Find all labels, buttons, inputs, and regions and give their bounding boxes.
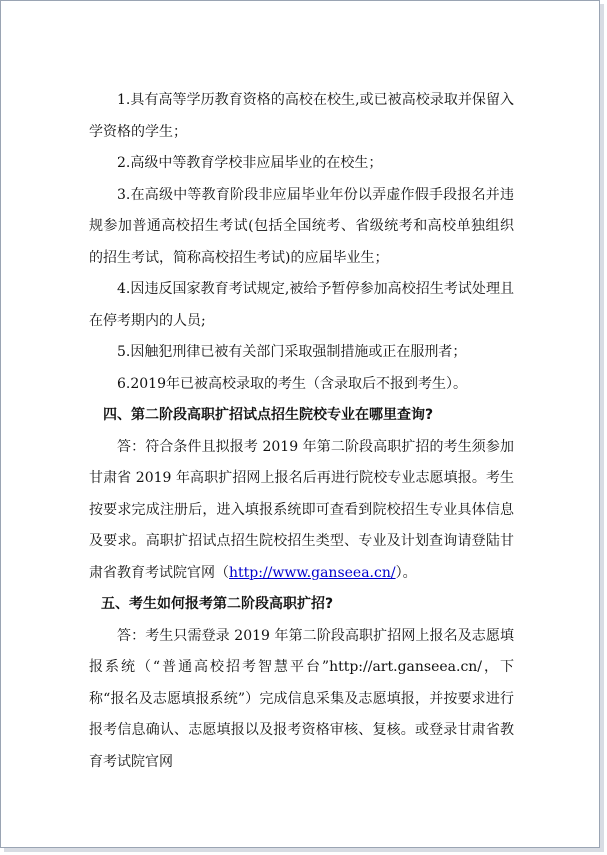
- list-item: 6.2019年已被高校录取的考生（含录取后不报到考生）。: [117, 375, 467, 392]
- list-item: 4.因违反国家教育考试规定,被给予暂停参加高校招生考试处理且在停考期内的人员;: [89, 281, 514, 329]
- section-heading-5: 五、考生如何报考第二阶段高职扩招?: [101, 596, 334, 612]
- list-item: 2.高级中等教育学校非应届毕业的在校生；: [117, 155, 383, 171]
- list-item: 3.在高级中等教育阶段非应届毕业年份以弄虚作假手段报名并违规参加普通高校招生考试(包括全国统考、省级统考和高校单独组织的招生考试，简称高校招生考试)的应届毕业生；: [89, 186, 514, 266]
- section-4-answer: [89, 432, 514, 590]
- ganseea-link[interactable]: http://www.ganseea.cn/: [229, 564, 396, 581]
- section-4-answer-text: 答：符合条件且拟报考 2019 年第二阶段高职扩招的考生须参加甘肃省 2019 年高职扩招网上报名后再进行院校专业志愿填报。考生按要求完成注册后，进入填报系统即可查看到院校招生专业具体信息及要求。高职扩招试点招生院校招生类型、专业及计划查询请登陆甘肃省教育考试院官网（: [89, 438, 514, 581]
- section-heading-4: 四、第二阶段高职扩招试点招生院校专业在哪里查询?: [103, 407, 434, 423]
- list-item: 5.因触犯刑律已被有关部门采取强制措施或正在服刑者；: [117, 344, 467, 360]
- page-shadow-bottom: [4, 848, 604, 852]
- section-4-answer-end: ）。: [395, 564, 417, 581]
- list-item: 1.具有高等学历教育资格的高校在校生,或已被高校录取并保留入学资格的学生；: [89, 92, 514, 140]
- page-shadow-right: [600, 4, 604, 852]
- section-5-answer: 答：考生只需登录 2019 年第二阶段高职扩招网上报名及志愿填报系统（“普通高校招考智慧平台”http://art.ganseea.cn/，下称“报名及志愿填报系统”）完成信息采集及志愿填报，并按要求进行报考信息确认、志愿填报以及报考资格审核、复核。或登录甘肃省教育考试院官网: [89, 627, 514, 770]
- document-body: [89, 85, 514, 778]
